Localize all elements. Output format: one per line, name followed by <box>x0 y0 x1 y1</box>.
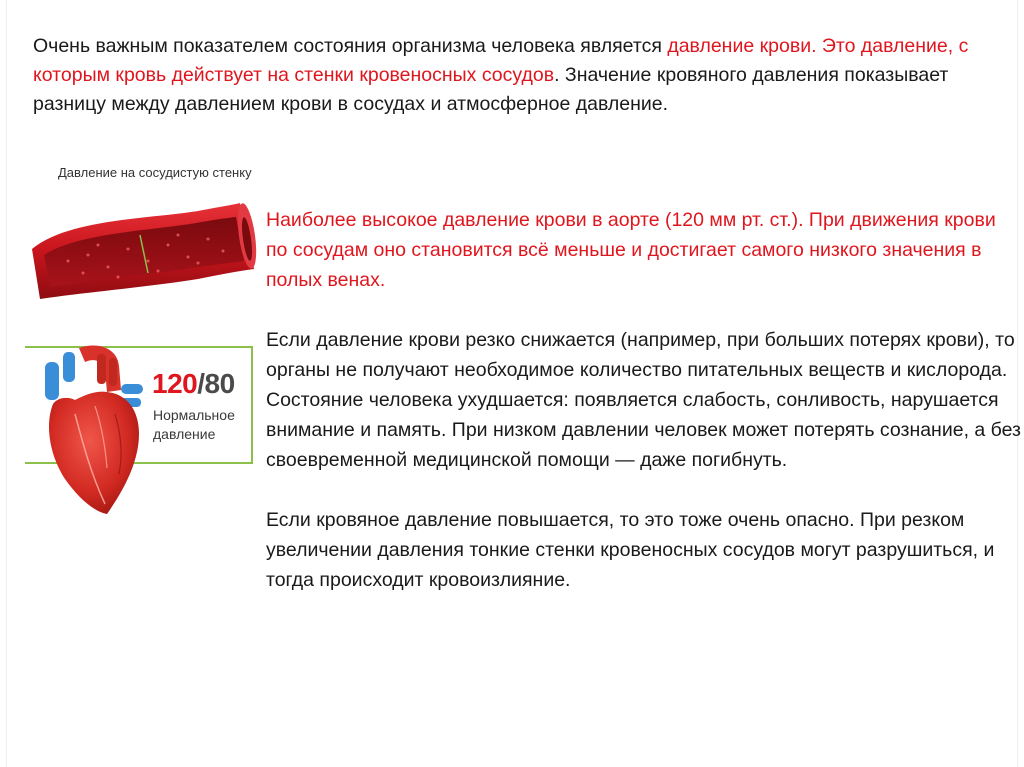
intro-text-end: . Значение кровяного давления показывает разницу между давлением крови в сосудах и атмосферное давление. <box>33 64 949 115</box>
pressure-separator: / <box>197 368 205 399</box>
vessel-figure <box>28 165 260 315</box>
heart-figure <box>25 346 257 516</box>
diastolic-value: 80 <box>204 368 235 399</box>
paragraph-low-pressure: Если давление крови резко снижается (например, при больших потерях крови), то органы не получают необходимое количество питательных веществ и кислорода. Состояние человека ухудшается: появляется слабость, сонливость, нарушается внимание и память. При низком давлении человек может потерять сознание, а без своевременной медицинской помощи — даже погибнуть. <box>266 329 1021 471</box>
normal-pressure-label: Нормальное давление <box>153 407 235 442</box>
heart-icon <box>35 344 151 516</box>
intro-paragraph <box>33 32 993 119</box>
blood-vessel-illustration <box>28 189 260 309</box>
paragraph-high-pressure: Если кровяное давление повышается, то это тоже очень опасно. При резком увеличении давления тонкие стенки кровеносных сосудов могут разрушиться, и тогда происходит кровоизлияние. <box>266 509 995 591</box>
main-text-column <box>266 205 1021 625</box>
vessel-caption: Давление на сосудистую стенку <box>58 165 252 180</box>
blood-pressure-value <box>152 368 235 400</box>
intro-highlight: давление крови. Это давление, с которым кровь действует на стенки кровеносных сосудов <box>33 35 969 86</box>
intro-text-start: Очень важным показателем состояния организма человека является <box>33 35 668 57</box>
paragraph-aorta-pressure: Наиболее высокое давление крови в аорте (120 мм рт. ст.). При движения крови по сосудам оно становится всё меньше и достигает самого низкого значения в полых венах. <box>266 209 996 291</box>
systolic-value: 120 <box>152 368 198 399</box>
